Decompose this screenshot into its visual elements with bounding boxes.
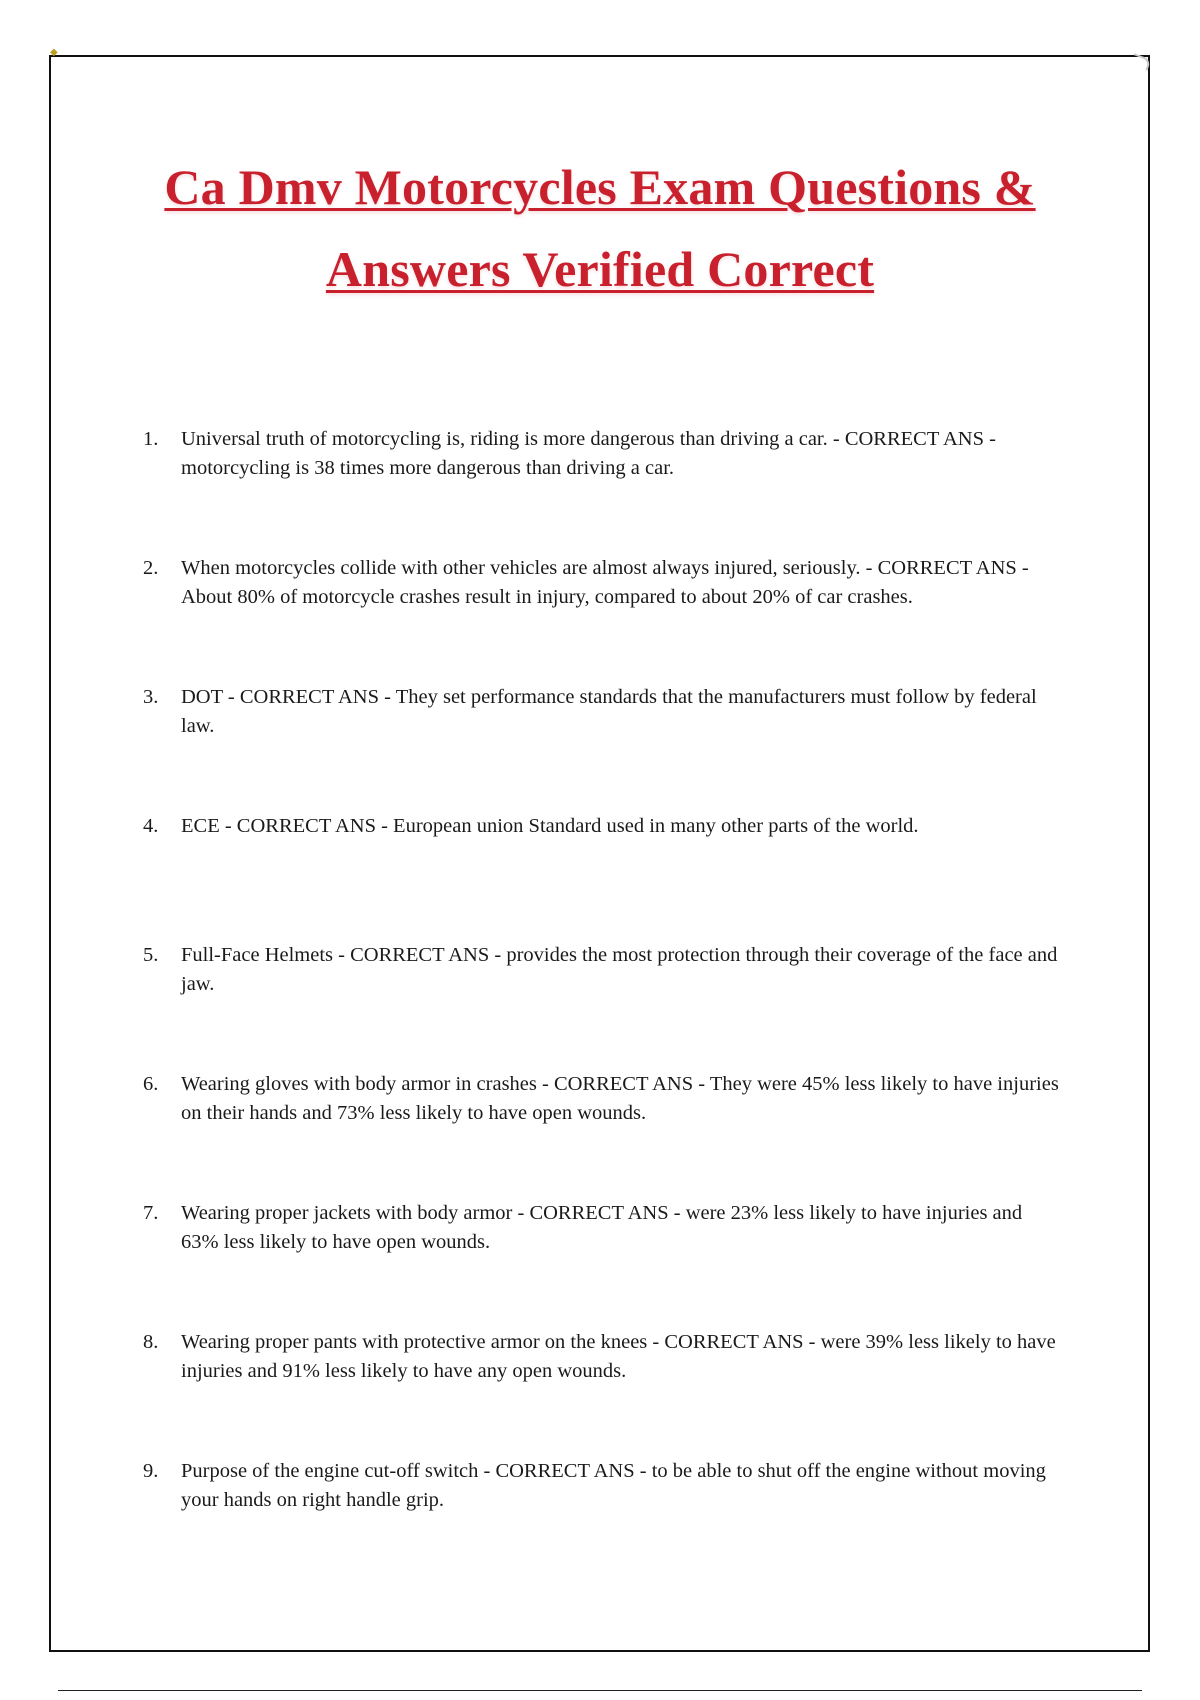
qa-number: 5. xyxy=(143,944,159,966)
qa-item-1 xyxy=(143,425,1063,554)
qa-item-7 xyxy=(143,1199,1063,1328)
qa-text: DOT - CORRECT ANS - They set performance standards that the manufacturers must follow by federal law. xyxy=(181,686,1037,737)
qa-item-3 xyxy=(143,683,1063,812)
qa-number: 9. xyxy=(143,1460,159,1482)
qa-number: 6. xyxy=(143,1073,159,1095)
qa-text: ECE - CORRECT ANS - European union Standard used in many other parts of the world. xyxy=(181,815,919,837)
qa-text: Universal truth of motorcycling is, riding is more dangerous than driving a car. - CORRECT ANS - motorcycling is 38 times more dangerous than driving a car. xyxy=(181,428,996,479)
qa-list xyxy=(143,425,1063,1586)
qa-number: 3. xyxy=(143,686,159,708)
qa-number: 1. xyxy=(143,428,159,450)
qa-item-5 xyxy=(143,941,1063,1070)
qa-item-8 xyxy=(143,1328,1063,1457)
qa-number: 4. xyxy=(143,815,159,837)
corner-marker-icon: ◆ xyxy=(50,47,58,58)
qa-item-9 xyxy=(143,1457,1063,1586)
qa-number: 8. xyxy=(143,1331,159,1353)
qa-item-6 xyxy=(143,1070,1063,1199)
qa-text: Full-Face Helmets - CORRECT ANS - provides the most protection through their coverage of the face and jaw. xyxy=(181,944,1058,995)
qa-text: Wearing proper pants with protective armor on the knees - CORRECT ANS - were 39% less likely to have injuries and 91% less likely to have any open wounds. xyxy=(181,1331,1056,1382)
document-title xyxy=(130,146,1070,310)
qa-number: 2. xyxy=(143,557,159,579)
qa-item-4 xyxy=(143,812,1063,941)
qa-item-2 xyxy=(143,554,1063,683)
title-line-1: Ca Dmv Motorcycles Exam Questions & xyxy=(164,159,1036,215)
title-line-2: Answers Verified Correct xyxy=(325,241,875,297)
qa-text: Purpose of the engine cut-off switch - CORRECT ANS - to be able to shut off the engine without moving your hands on right handle grip. xyxy=(181,1460,1046,1511)
qa-text: When motorcycles collide with other vehicles are almost always injured, seriously. - CORRECT ANS - About 80% of motorcycle crashes result in injury, compared to about 20% of car crashes. xyxy=(181,557,1029,608)
qa-text: Wearing gloves with body armor in crashes - CORRECT ANS - They were 45% less likely to have injuries on their hands and 73% less likely to have open wounds. xyxy=(181,1073,1059,1124)
qa-text: Wearing proper jackets with body armor - CORRECT ANS - were 23% less likely to have injuries and 63% less likely to have open wounds. xyxy=(181,1202,1023,1253)
qa-number: 7. xyxy=(143,1202,159,1224)
footer-divider xyxy=(58,1690,1142,1691)
